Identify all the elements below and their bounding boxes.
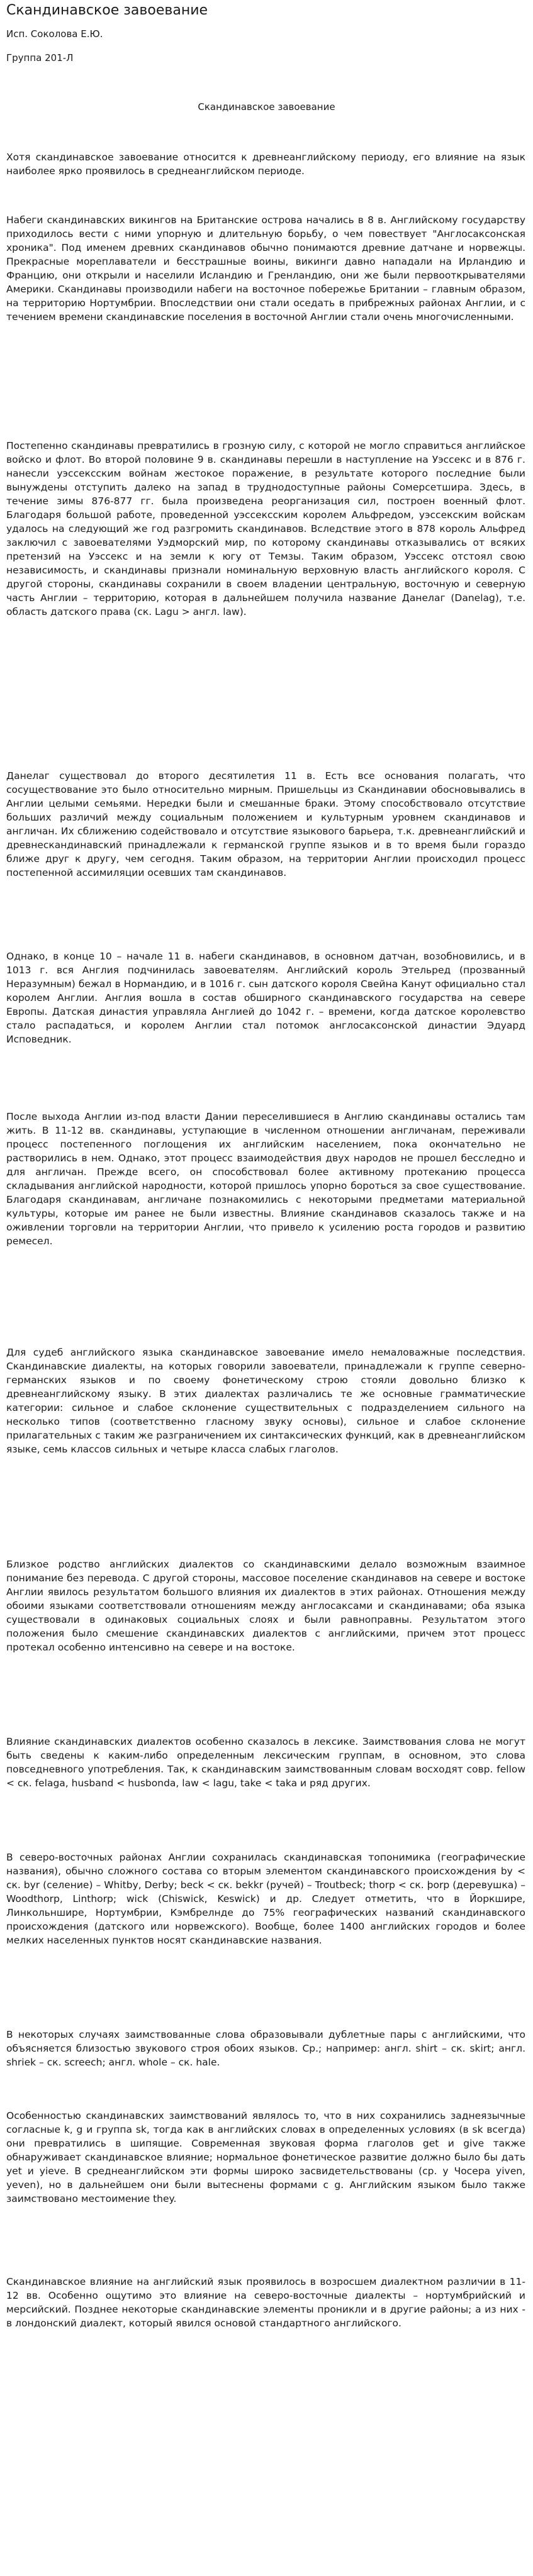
group-line: Группа 201-Л xyxy=(6,52,74,64)
author-line: Исп. Соколова Е.Ю. xyxy=(6,28,103,40)
paragraph: Набеги скандинавских викингов на Британские острова начались в 8 в. Английскому государству приходилось вести с ними упорную и длительную борьбу, о чем повествует "Англосаксонская хроника". Под именем древних скандинавов обычно понимаются древние датчане и норвежцы. Прекрасные мореплаватели и бесстрашные воины, викинги давно нападали на Ирландию и Францию, они открыли и населили Исландию и Гренландию, они же были первооткрывателями Америки. Скандинавы производили набеги на восточное побережье Британии – главным образом, на территорию Нортумбрии. Впоследствии они стали оседать в прибрежных районах Англии, и с течением времени скандинавские поселения в восточной Англии стали очень многочисленными. xyxy=(6,214,525,323)
paragraph: В северо-восточных районах Англии сохранилась скандинавская топонимика (географические названия), обычно сложного состава со вторым элементом скандинавского происхождения by < ск. byr (селение) – Whitby, Derby; beck < ск. bekkr (ручей) – Troutbeck; thorp < ск. þorp (деревушка) – Woodthorp, Linthorp; wick (Chiswick, Keswick) и др. Следует отметить, что в Йоркшире, Линкольншире, Нортумбрии, Кэмбрелнде до 75% географических названий скандинавского происхождения (датского или норвежского). Вообще, более 1400 английских городов и более мелких населенных пунктов носят скандинавские названия. xyxy=(6,1852,525,1946)
paragraph: Хотя скандинавское завоевание относится к древнеанглийскому периоду, его влияние на язык наиболее ярко проявилось в среднеанглийском периоде. xyxy=(6,152,525,177)
paragraph: После выхода Англии из-под власти Дании переселившиеся в Англию скандинавы остались там жить. В 11-12 вв. скандинавы, уступающие в численном отношении англичанам, переживали процесс постепенного поглощения их английским населением, пока окончательно не растворились в нем. Однако, этот процесс взаимодействия двух народов не прошел бесследно и для англичан. Прежде всего, он способствовал более активному протеканию процесса складывания английской народности, которой пришлось упорно бороться за свое существование. Благодаря скандинавам, англичане познакомились с некоторыми предметами материальной культуры, которые им ранее не были известны. Влияние скандинавов сказалось также и на оживлении торговли на территории Англии, что привело к усилению роста городов и развитию ремесел. xyxy=(6,1111,525,1247)
paragraph: Особенностью скандинавских заимствований являлось то, что в них сохранились заднеязычные согласные k, g и группа sk, тогда как в английских словах в определенных условиях (в sk всегда) они превратились в шипящие. Современная звуковая форма глаголов get и give также обнаруживает скандинавское влияние; нормальное фонетическое развитие должно было бы дать yet и yieve. В среднеанглийском эти формы широко засвидетельствованы (ср. у Чосера yiven, yeven), но в дальнейшем они были вытеснены формами с g. Английским языком было также заимствовано местоимение they. xyxy=(6,2110,525,2204)
paragraph: Скандинавское влияние на английский язык проявилось в возросшем диалектном различии в 11-12 вв. Особенно ощутимо это влияние на северо-восточные диалекты – нортумбрийский и мерсийский. Позднее некоторые скандинавские элементы проникли и в другие районы; а из них - в лондонский диалект, который явился основой стандартного английского. xyxy=(6,2276,525,2329)
paragraph: В некоторых случаях заимствованные слова образовывали дублетные пары с английскими, что объясняется близостью звукового строя обоих языков. Ср.; например: англ. shirt – ск. skirt; англ. shriek – ск. screech; англ. whole – ск. hale. xyxy=(6,2029,525,2068)
paragraph: Для судеб английского языка скандинавское завоевание имело немаловажные последствия. Скандинавские диалекты, на которых говорили завоеватели, принадлежали к группе северно-германских языков и по своему фонетическому строю стояли довольно близко к древнеанглийскому языку. В этих диалектах различались те же основные грамматические категории: сильное и слабое склонение существительных с подразделением сильного на несколько типов (соответственно гласному звуку основы), сильное и слабое склонение прилагательных с таким же разграничением их синтаксических функций, как в древнеанглийском языке, семь классов сильных и четыре класса слабых глаголов. xyxy=(6,1347,525,1455)
document-title: Скандинавское завоевание xyxy=(6,3,208,18)
paragraph: Влияние скандинавских диалектов особенно сказалось в лексике. Заимствования слова не могут быть сведены к каким-либо определенным лексическим группам, в основном, это слова повседневного употребления. Так, к скандинавским заимствованным словам восходят совр. fellow < ск. felaga, husband < husbonda, law < lagu, take < taka и ряд других. xyxy=(6,1736,525,1789)
paragraph: Однако, в конце 10 – начале 11 в. набеги скандинавов, в основном датчан, возобновились, и в 1013 г. вся Англия подчинилась завоевателям. Английский король Этельред (прозванный Неразумным) бежал в Нормандию, и в 1016 г. сын датского короля Свейна Канут официально стал королем Англии. Англия вошла в состав обширного скандинавского государства на севере Европы. Датская династия управляла Англией до 1042 г. – времени, когда датское королевство стало распадаться, и королем Англии стал потомок англосаксонской династии Эдуард Исповедник. xyxy=(6,951,525,1045)
paragraph: Близкое родство английских диалектов со скандинавскими делало возможным взаимное понимание без перевода. С другой стороны, массовое поселение скандинавов на севере и востоке Англии явилось результатом большого влияния их диалектов в этих районах. Отношения между обоими языками соответствовали отношениям между англосаксами и скандинавами; оба языка существовали в одинаковых социальных слоях и были равноправны. Результатом этого положения было смешение скандинавских диалектов с английскими, причем этот процесс протекал особенно интенсивно на севере и на востоке. xyxy=(6,1559,525,1653)
paragraph: Постепенно скандинавы превратились в грозную силу, с которой не могло справиться английское войско и флот. Во второй половине 9 в. скандинавы перешли в наступление на Уэссекс и в 876 г. нанесли уэссексским войнам жестокое поражение, в результате которого последние были вынуждены отступить далеко на запад в труднодоступные районы Сомерсетшира. Здесь, в течение зимы 876-877 гг. была произведена реорганизация сил, построен военный флот. Благодаря большой работе, проведенной уэссексским королем Альфредом, уэссекским войскам удалось на следующий же год разгромить скандинавов. Вследствие этого в 878 король Альфред заключил с завоевателями Уэдморский мир, по которому скандинавы отказывались от всяких претензий на Уэссекс и на земли к югу от Темзы. Таким образом, Уэссекс отстоял свою независимость, и скандинавы признали номинальную верховную власть английского короля. С другой стороны, скандинавы сохранили в своем владении центральную, восточную и северную часть Англии – территорию, которая в дальнейшем получила название Данелаг (Danelag), т.е. область датского права (ск. Lagu > англ. law). xyxy=(6,440,525,617)
paragraph: Данелаг существовал до второго десятилетия 11 в. Есть все основания полагать, что сосуществование это было относительно мирным. Пришельцы из Скандинавии обосновывались в Англии целыми семьями. Нередки были и смешанные браки. Этому способствовало отсутствие больших различий между социальным положением и культурным уровнем скандинавов и англичан. Их сближению содействовало и отсутствие языкового барьера, т.к. древнеанглийский и древнескандинавский принадлежали к германской группе языков и в то время были гораздо ближе друг к другу, чем сегодня. Таким образом, на территории Англии происходил процесс постепенной ассимиляции осевших там скандинавов. xyxy=(6,770,525,878)
section-heading: Скандинавское завоевание xyxy=(198,101,335,113)
